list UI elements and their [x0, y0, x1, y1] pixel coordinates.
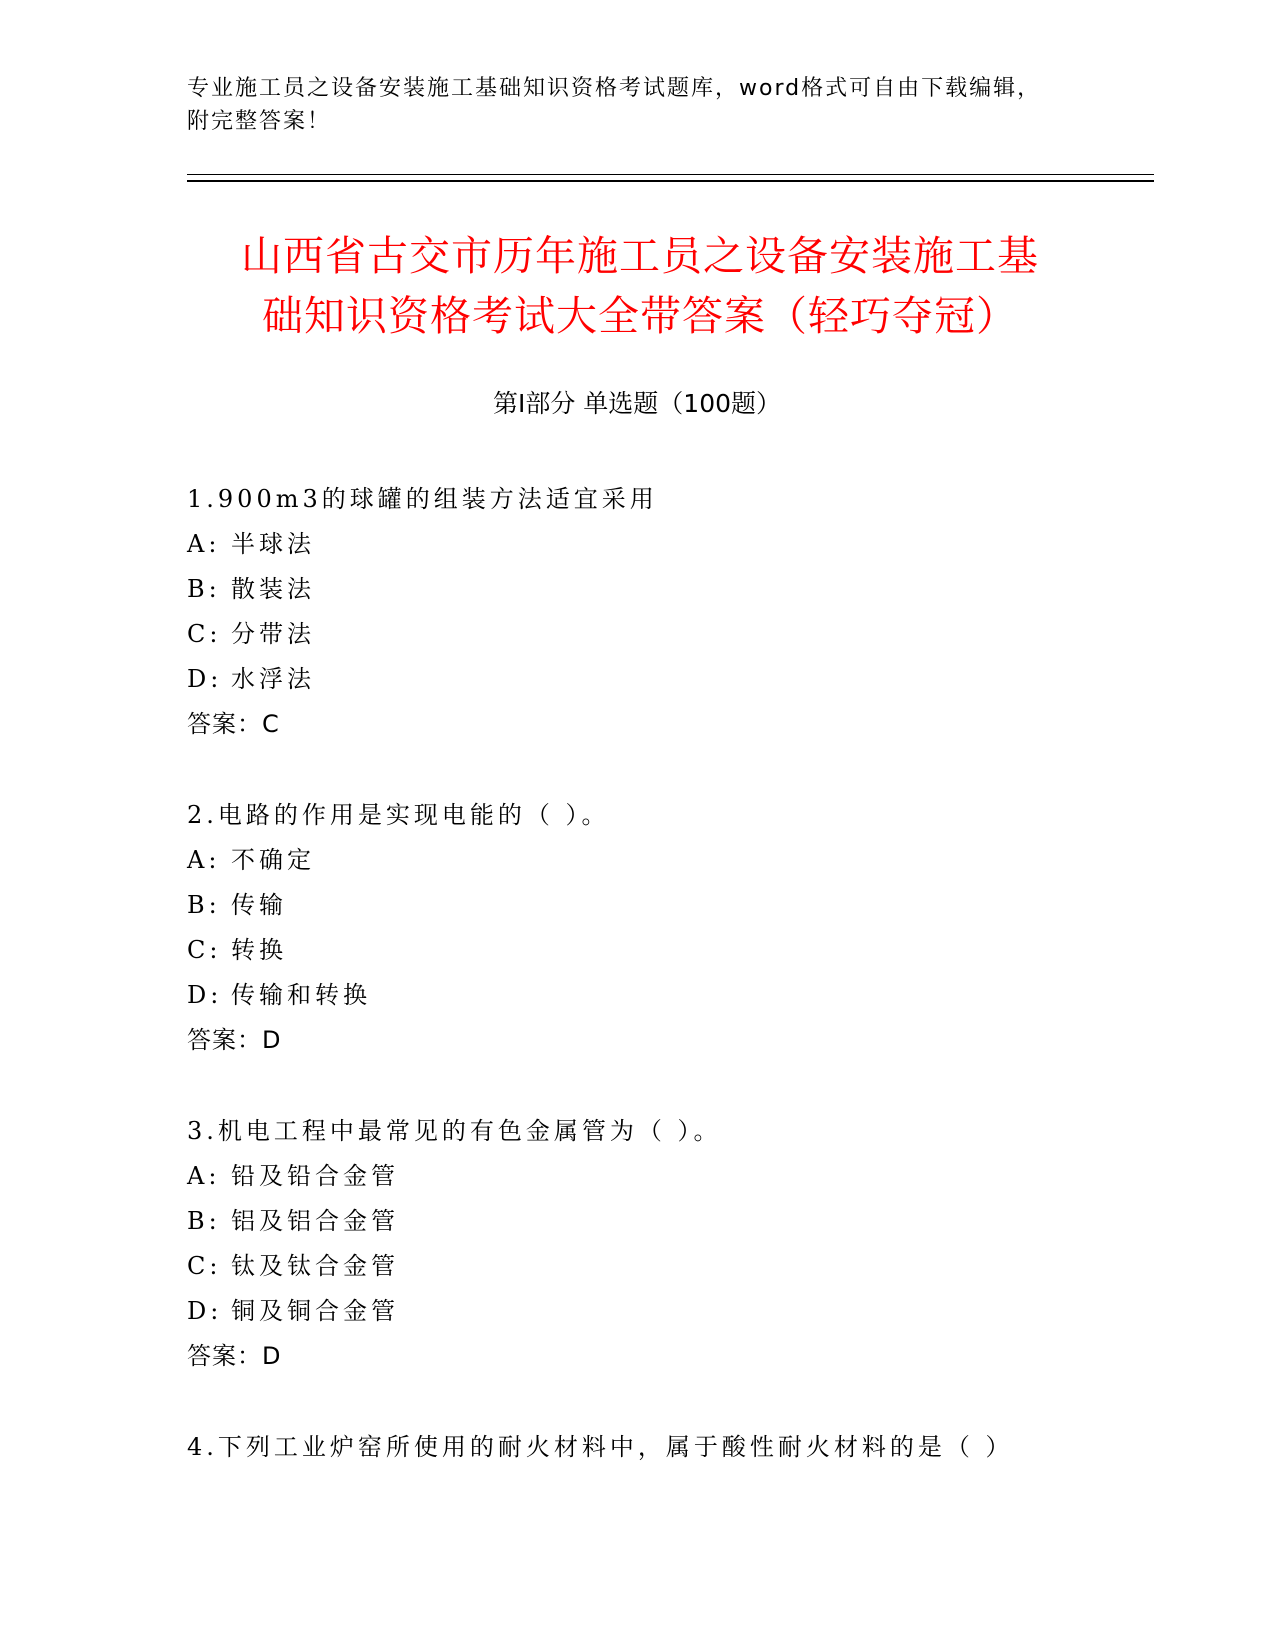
option-text: 铅及铅合金管: [231, 1162, 399, 1190]
option-key: D:: [187, 981, 223, 1009]
option-key: C:: [187, 620, 222, 648]
document-title: [190, 226, 1090, 346]
option-text: 水浮法: [231, 665, 315, 693]
question-stem: 1.900m3的球罐的组装方法适宜采用: [187, 485, 658, 513]
option-d: [187, 1289, 1147, 1334]
section-heading: 第Ⅰ部分 单选题（100题）: [492, 389, 782, 418]
option-text: 分带法: [231, 620, 315, 648]
option-text: 不确定: [231, 846, 315, 874]
question-stem: 3.机电工程中最常见的有色金属管为（ ）。: [187, 1117, 722, 1145]
option-a: [187, 838, 1147, 883]
option-text: 转换: [231, 936, 287, 964]
question-1: [187, 477, 1147, 747]
question-stem: 4.下列工业炉窑所使用的耐火材料中，属于酸性耐火材料的是（ ）: [187, 1433, 1014, 1461]
header-divider-thick: [187, 180, 1154, 182]
option-b: [187, 567, 1147, 612]
option-c: [187, 612, 1147, 657]
option-text: 铜及铜合金管: [231, 1297, 399, 1325]
question-3: [187, 1109, 1147, 1379]
option-key: C:: [187, 1252, 222, 1280]
option-key: B:: [187, 891, 221, 919]
answer: 答案：D: [187, 1026, 282, 1054]
option-text: 钛及钛合金管: [231, 1252, 399, 1280]
option-a: [187, 1154, 1147, 1199]
option-c: [187, 1244, 1147, 1289]
option-key: A:: [187, 846, 221, 874]
option-key: A:: [187, 1162, 221, 1190]
option-c: [187, 928, 1147, 973]
header-note-line-1: 专业施工员之设备安装施工基础知识资格考试题库，word格式可自由下载编辑，: [187, 76, 1042, 101]
option-text: 半球法: [231, 530, 315, 558]
header-divider-thin: [187, 174, 1154, 175]
header-note-line-2: 附完整答案！: [187, 109, 332, 134]
option-d: [187, 657, 1147, 702]
question-stem: 2.电路的作用是实现电能的（ ）。: [187, 801, 610, 829]
option-text: 传输: [231, 891, 287, 919]
option-key: D:: [187, 665, 223, 693]
document-title-line-2: 础知识资格考试大全带答案（轻巧夺冠）: [262, 292, 1018, 340]
question-2: [187, 793, 1147, 1063]
option-key: A:: [187, 530, 221, 558]
answer: 答案：D: [187, 1342, 282, 1370]
option-text: 传输和转换: [231, 981, 371, 1009]
option-b: [187, 883, 1147, 928]
option-key: D:: [187, 1297, 223, 1325]
question-list: [187, 477, 1147, 1516]
answer: 答案：C: [187, 710, 280, 738]
option-key: C:: [187, 936, 222, 964]
option-a: [187, 522, 1147, 567]
option-text: 铝及铝合金管: [231, 1207, 399, 1235]
option-key: B:: [187, 1207, 221, 1235]
option-d: [187, 973, 1147, 1018]
document-title-line-1: 山西省古交市历年施工员之设备安装施工基: [241, 232, 1039, 280]
header-note: [187, 72, 1067, 138]
option-text: 散装法: [231, 575, 315, 603]
option-b: [187, 1199, 1147, 1244]
question-4: [187, 1425, 1147, 1470]
option-key: B:: [187, 575, 221, 603]
